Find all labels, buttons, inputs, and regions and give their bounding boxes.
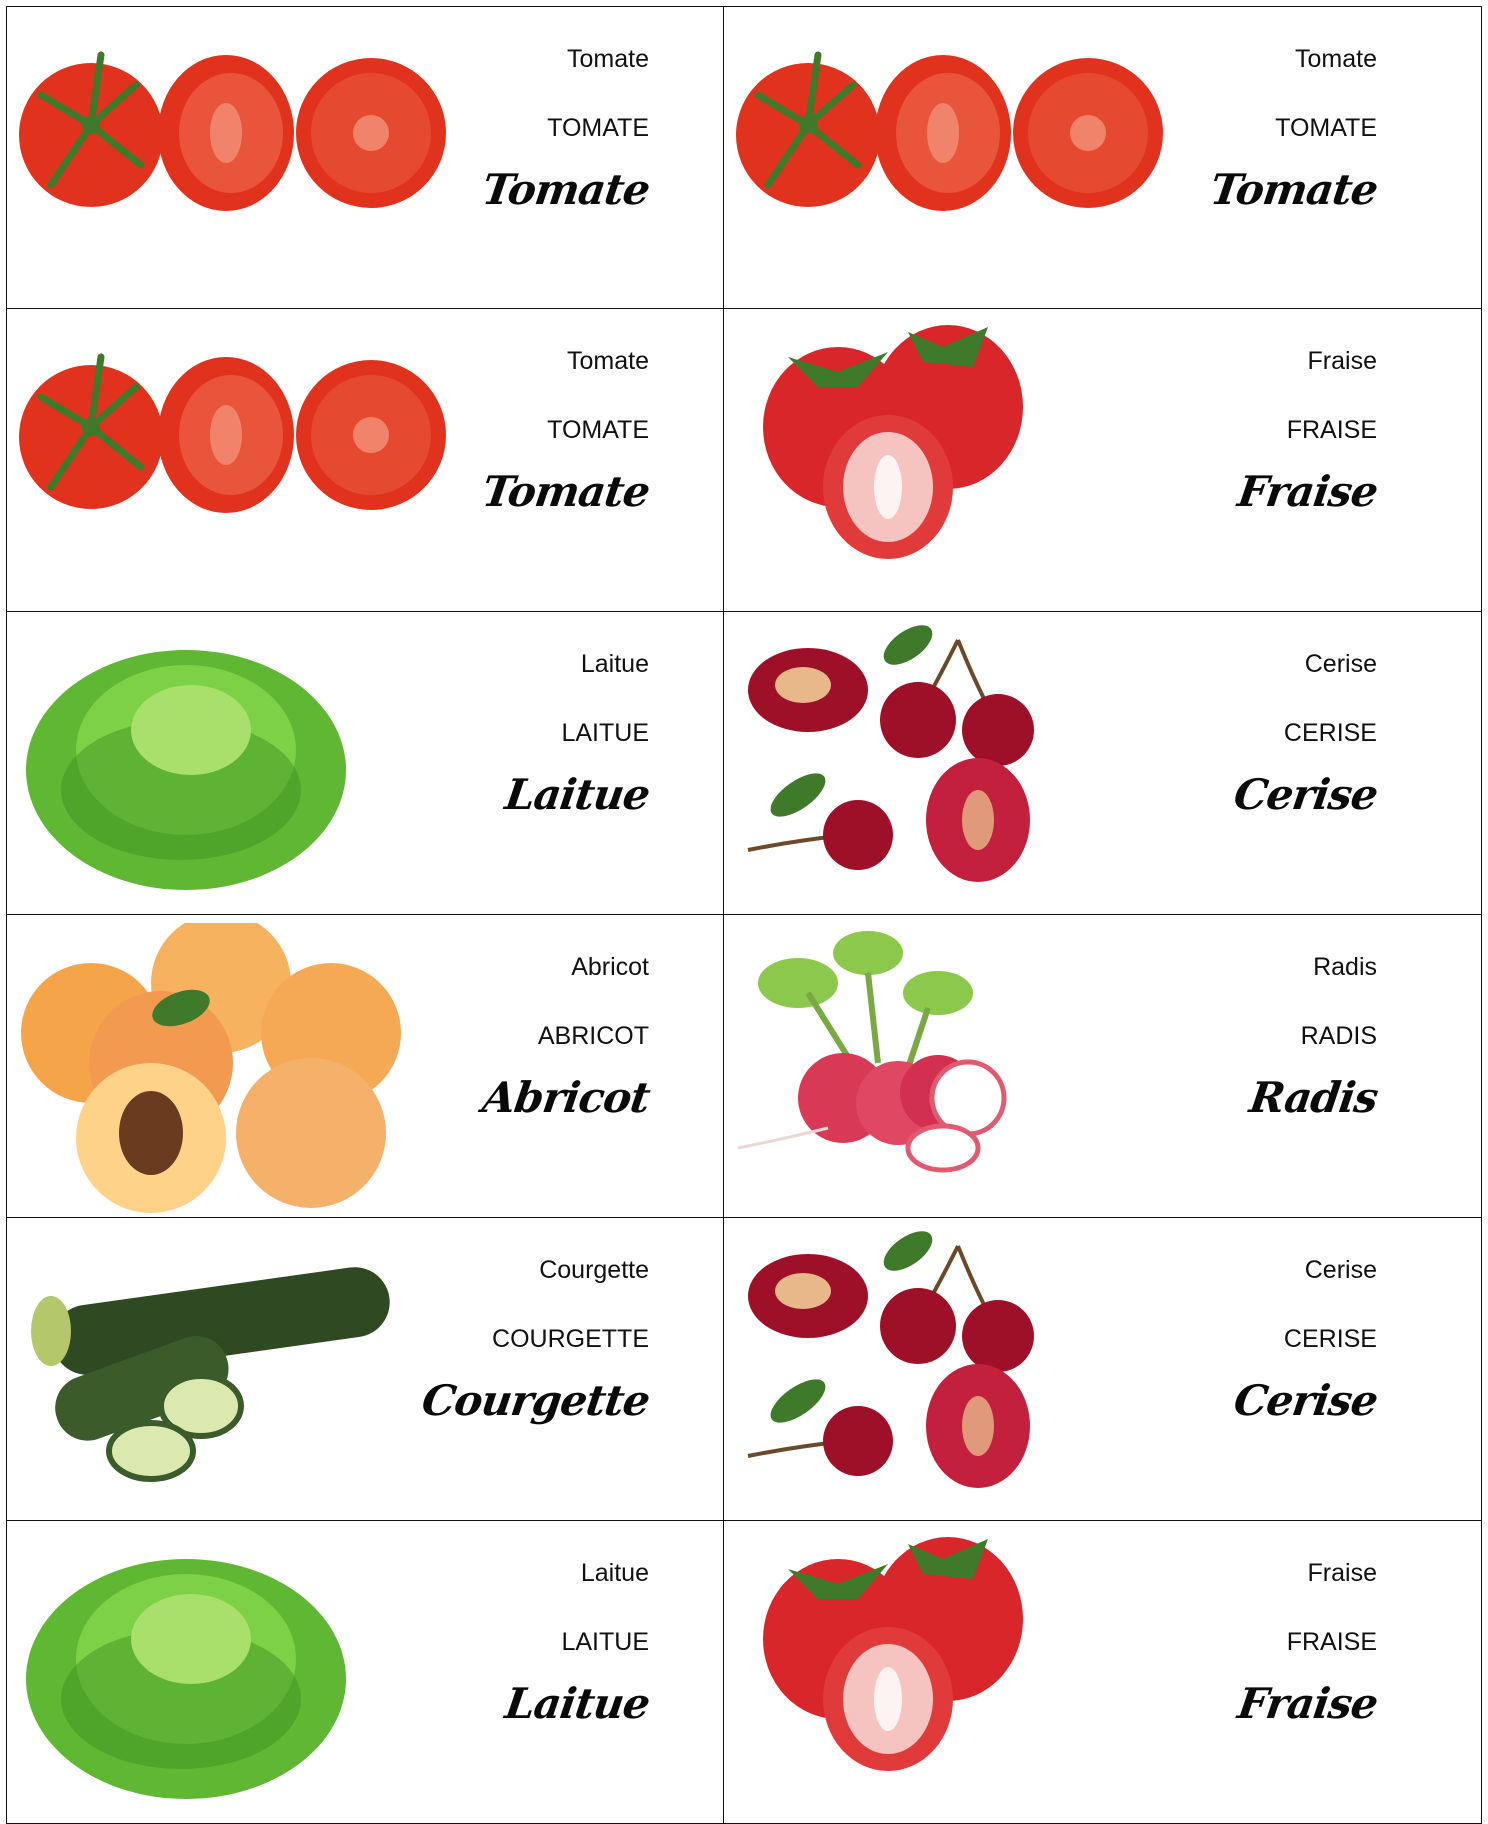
word-print: Courgette xyxy=(539,1256,649,1284)
word-capitals: TOMATE xyxy=(1275,114,1377,142)
card-words xyxy=(419,339,653,516)
word-cursive: Laitue xyxy=(502,770,653,819)
word-print: Cerise xyxy=(1304,1256,1377,1284)
card-cerise xyxy=(724,1218,1482,1521)
word-cursive: Fraise xyxy=(1234,1679,1381,1728)
card-words xyxy=(1147,945,1381,1122)
word-cursive: Tomate xyxy=(479,467,653,516)
card-words xyxy=(419,642,653,819)
tomate-picture xyxy=(728,15,1188,305)
word-print: Fraise xyxy=(1307,1559,1377,1587)
courgette-picture xyxy=(11,1226,471,1516)
cerise-picture xyxy=(728,1226,1188,1516)
word-capitals: CERISE xyxy=(1283,719,1377,747)
card-laitue xyxy=(6,612,724,915)
word-print: Cerise xyxy=(1304,650,1377,678)
card-words xyxy=(1147,1248,1381,1425)
laitue-picture xyxy=(11,1529,471,1819)
word-cursive: Abricot xyxy=(479,1073,653,1122)
word-capitals: ABRICOT xyxy=(537,1022,649,1050)
tomate-picture xyxy=(11,317,471,607)
word-cursive: Cerise xyxy=(1231,1376,1381,1425)
card-fraise xyxy=(724,309,1482,612)
word-capitals: COURGETTE xyxy=(492,1325,649,1353)
card-tomate xyxy=(6,6,724,309)
word-print: Tomate xyxy=(567,347,649,375)
abricot-picture xyxy=(11,923,471,1213)
word-print: Radis xyxy=(1313,953,1377,981)
word-print: Abricot xyxy=(571,953,649,981)
card-words xyxy=(419,1551,653,1728)
word-capitals: TOMATE xyxy=(547,114,649,142)
radis-picture xyxy=(728,923,1188,1213)
card-courgette xyxy=(6,1218,724,1521)
fraise-picture xyxy=(728,317,1188,607)
card-cerise xyxy=(724,612,1482,915)
word-print: Laitue xyxy=(580,1559,649,1587)
tomate-picture xyxy=(11,15,471,305)
card-words xyxy=(1147,339,1381,516)
word-capitals: CERISE xyxy=(1283,1325,1377,1353)
card-words xyxy=(419,945,653,1122)
card-abricot xyxy=(6,915,724,1218)
laitue-picture xyxy=(11,620,471,910)
word-cursive: Tomate xyxy=(1207,165,1381,214)
word-capitals: LAITUE xyxy=(561,1628,649,1656)
word-print: Tomate xyxy=(567,45,649,73)
card-words xyxy=(1147,37,1381,214)
word-print: Tomate xyxy=(1295,45,1377,73)
word-capitals: FRAISE xyxy=(1286,416,1377,444)
word-cursive: Laitue xyxy=(502,1679,653,1728)
word-print: Laitue xyxy=(580,650,649,678)
flashcard-sheet xyxy=(6,6,1482,1820)
word-capitals: FRAISE xyxy=(1286,1628,1377,1656)
word-cursive: Radis xyxy=(1246,1073,1381,1122)
card-tomate xyxy=(724,6,1482,309)
word-cursive: Cerise xyxy=(1231,770,1381,819)
word-cursive: Courgette xyxy=(418,1376,653,1425)
card-words xyxy=(418,1248,653,1425)
word-cursive: Fraise xyxy=(1234,467,1381,516)
cerise-picture xyxy=(728,620,1188,910)
card-fraise xyxy=(724,1521,1482,1824)
card-radis xyxy=(724,915,1482,1218)
card-words xyxy=(1147,642,1381,819)
card-tomate xyxy=(6,309,724,612)
word-print: Fraise xyxy=(1307,347,1377,375)
fraise-picture xyxy=(728,1529,1188,1819)
word-capitals: RADIS xyxy=(1300,1022,1377,1050)
card-words xyxy=(1147,1551,1381,1728)
card-words xyxy=(419,37,653,214)
word-capitals: LAITUE xyxy=(561,719,649,747)
flashcard-grid xyxy=(6,6,1482,1820)
word-cursive: Tomate xyxy=(479,165,653,214)
word-capitals: TOMATE xyxy=(547,416,649,444)
card-laitue xyxy=(6,1521,724,1824)
